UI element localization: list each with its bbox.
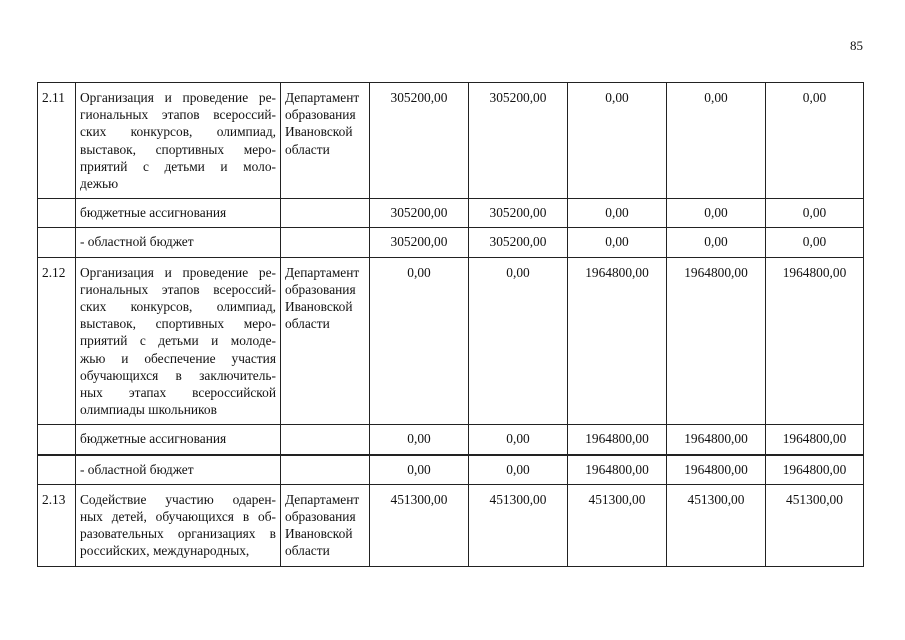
department-cell — [281, 484, 370, 566]
department-cell — [281, 257, 370, 425]
amount-cell: 0,00 — [766, 228, 864, 257]
cell-line: жью и обеспечение участия — [80, 350, 276, 366]
cell-line: области — [285, 316, 330, 332]
cell-line: приятий с детьми и моло- — [80, 158, 276, 174]
amount-cell: 305200,00 — [469, 199, 568, 228]
cell-line: выставок, спортивных меро- — [80, 141, 276, 157]
description-cell — [76, 83, 281, 199]
amount-cell: 0,00 — [568, 83, 667, 199]
amount-cell: 305200,00 — [469, 83, 568, 199]
amount-cell: 451300,00 — [568, 484, 667, 566]
amount-cell: 305200,00 — [469, 228, 568, 257]
amount-cell: 0,00 — [667, 228, 766, 257]
cell-line: Ивановской — [285, 526, 353, 542]
cell-line: Ивановской — [285, 124, 353, 140]
label-cell: бюджетные ассигнования — [76, 425, 281, 455]
table-row-subtotal — [38, 228, 864, 257]
amount-cell: 451300,00 — [469, 484, 568, 566]
department-cell — [281, 228, 370, 257]
department-cell — [281, 455, 370, 485]
amount-cell: 0,00 — [766, 199, 864, 228]
budget-table — [37, 82, 864, 567]
cell-line: гиональных этапов всероссий- — [80, 107, 276, 123]
cell-line: обучающихся в заключитель- — [80, 367, 276, 383]
row-number-cell: 2.13 — [38, 484, 76, 566]
table-body — [38, 83, 864, 567]
amount-cell: 0,00 — [568, 228, 667, 257]
amount-cell: 1964800,00 — [766, 455, 864, 485]
cell-line: образования — [285, 107, 356, 123]
cell-line: российских, международных, — [80, 543, 250, 559]
amount-cell: 1964800,00 — [667, 257, 766, 425]
cell-line: ских конкурсов, олимпиад, — [80, 124, 276, 140]
amount-cell: 1964800,00 — [568, 257, 667, 425]
row-number-cell — [38, 455, 76, 485]
cell-line: Департамент — [285, 491, 360, 507]
cell-line: выставок, спортивных меро- — [80, 316, 276, 332]
amount-cell: 305200,00 — [370, 228, 469, 257]
amount-cell: 1964800,00 — [766, 257, 864, 425]
amount-cell: 0,00 — [469, 257, 568, 425]
amount-cell: 1964800,00 — [667, 425, 766, 455]
table-row-item — [38, 484, 864, 566]
table-row-subtotal — [38, 199, 864, 228]
cell-line: олимпиады школьников — [80, 402, 217, 418]
amount-cell: 0,00 — [469, 425, 568, 455]
amount-cell: 0,00 — [370, 425, 469, 455]
label-cell: - областной бюджет — [76, 228, 281, 257]
description-cell — [76, 484, 281, 566]
cell-line: ных этапах всероссийской — [80, 385, 276, 401]
cell-line: ских конкурсов, олимпиад, — [80, 299, 276, 315]
row-number-cell: 2.11 — [38, 83, 76, 199]
amount-cell: 0,00 — [568, 199, 667, 228]
amount-cell: 1964800,00 — [766, 425, 864, 455]
row-number-cell — [38, 425, 76, 455]
cell-line: области — [285, 141, 330, 157]
amount-cell: 451300,00 — [667, 484, 766, 566]
page-number: 85 — [850, 38, 863, 53]
cell-line: ных детей, обучающихся в об- — [80, 509, 276, 525]
amount-cell: 1964800,00 — [568, 425, 667, 455]
amount-cell: 0,00 — [469, 455, 568, 485]
cell-line: дежью — [80, 176, 119, 192]
amount-cell: 1964800,00 — [667, 455, 766, 485]
cell-line: гиональных этапов всероссий- — [80, 281, 276, 297]
amount-cell: 0,00 — [370, 257, 469, 425]
department-cell — [281, 425, 370, 455]
table-row-subtotal — [38, 425, 864, 455]
amount-cell: 0,00 — [766, 83, 864, 199]
amount-cell: 0,00 — [370, 455, 469, 485]
cell-line: образования — [285, 281, 356, 297]
amount-cell: 1964800,00 — [568, 455, 667, 485]
amount-cell: 305200,00 — [370, 83, 469, 199]
amount-cell: 451300,00 — [370, 484, 469, 566]
department-cell — [281, 199, 370, 228]
cell-line: разовательных организациях в — [80, 526, 276, 542]
label-cell: бюджетные ассигнования — [76, 199, 281, 228]
amount-cell: 305200,00 — [370, 199, 469, 228]
amount-cell: 451300,00 — [766, 484, 864, 566]
cell-line: Организация и проведение ре- — [80, 90, 276, 105]
cell-line: области — [285, 543, 330, 559]
cell-line: Содействие участию одарен- — [80, 491, 276, 507]
table-row-subtotal — [38, 455, 864, 485]
table-row-item — [38, 83, 864, 199]
amount-cell: 0,00 — [667, 83, 766, 199]
department-cell — [281, 83, 370, 199]
cell-line: Департамент — [285, 264, 360, 280]
amount-cell: 0,00 — [667, 199, 766, 228]
row-number-cell: 2.12 — [38, 257, 76, 425]
cell-line: Департамент — [285, 90, 360, 105]
description-cell — [76, 257, 281, 425]
cell-line: приятий с детьми и молоде- — [80, 333, 276, 349]
cell-line: Организация и проведение ре- — [80, 264, 276, 280]
label-cell: - областной бюджет — [76, 455, 281, 485]
cell-line: Ивановской — [285, 299, 353, 315]
row-number-cell — [38, 199, 76, 228]
row-number-cell — [38, 228, 76, 257]
cell-line: образования — [285, 509, 356, 525]
table-row-item — [38, 257, 864, 425]
